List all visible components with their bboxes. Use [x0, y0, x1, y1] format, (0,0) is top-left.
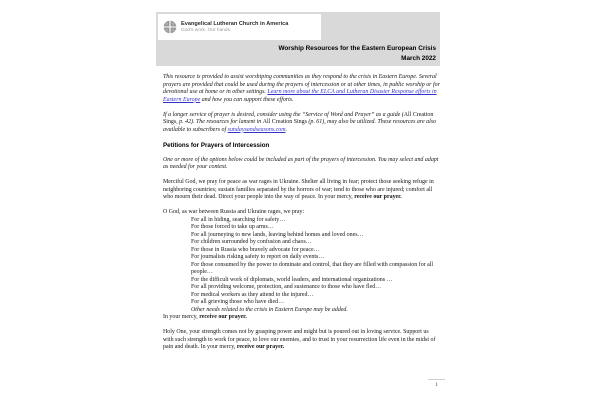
petition-line: For all providing welcome, protection, and sustenance to those who have fled… — [191, 284, 382, 290]
petitions-heading: Petitions for Prayers of Intercession — [163, 141, 270, 149]
petition-line: For those forced to take up arms… — [191, 224, 274, 230]
elca-logo-icon — [163, 20, 177, 34]
petition-line: For all in hiding, searching for safety… — [191, 216, 286, 223]
document-body — [163, 74, 440, 359]
intro-paragraph — [163, 74, 440, 104]
holy-one-response: receive our prayer. — [236, 344, 285, 350]
petition-line: For all grieving those who have died… — [191, 299, 285, 305]
org-tagline: God’s work. Our hands. — [181, 28, 232, 33]
all-creation-sings-title-2: All Creation Sings — [262, 119, 307, 125]
service-text-3: (p. 61), may also be utilized. These resources are also available to subscribers of — [163, 119, 437, 133]
document-title-line2: March 2022 — [401, 54, 436, 62]
document-title — [278, 44, 436, 63]
petition-line: For medical workers as they attend to the injured… — [191, 291, 314, 298]
service-text-2: , p. 42). The resources for lament in — [176, 119, 263, 125]
petition-line: For journalists risking safety to report on daily events… — [191, 254, 325, 260]
o-god-response: receive our prayer. — [199, 314, 247, 320]
merciful-god-response: receive our prayer. — [354, 194, 402, 200]
petition-line: For children surrounded by confusion and chaos… — [191, 239, 312, 245]
holy-one-text: Holy One, your strength comes not by grasping power and might but is poured out in loving service. Support us with such strength to work for peace, to love our enemies, and to trust in your resurrection life even in the midst of pain and death. In your mercy, — [163, 329, 436, 350]
o-god-prayer — [163, 209, 440, 322]
petition-line: For all journeying to new lands, leaving behind homes and loved ones… — [191, 231, 364, 238]
intro-text-pre: This resource is provided to assist worshiping communities as they respond to the crisis in Eastern Europe. Several prayers are provided that could be used during the prayers of intercession or at other times, in public worship or for devotional use at home or in other settings. — [163, 74, 440, 95]
petition-line: For the difficult work of diplomats, world leaders, and international organizations … — [191, 276, 393, 283]
holy-one-prayer — [163, 329, 440, 352]
merciful-god-text: Merciful God, we pray for peace as war rages in Ukraine. Shelter all living in fear; protect those seeking refuge in neighboring countries; sustain families separated by the horrors of war; tend to those who are injured; comfort all who mourn their dead. Direct your people into the way of peace. In your mercy, — [163, 179, 434, 200]
petition-line: For those in Russia who bravely advocate for peace… — [191, 246, 320, 253]
o-god-intro-line: O God, as war between Russia and Ukraine rages, we pray: — [163, 209, 305, 215]
usage-note-paragraph: One or more of the options below could be included as part of the prayers of intercession. You may select and adapt as needed for your context. — [163, 156, 439, 170]
elca-logo-block — [158, 14, 321, 40]
merciful-god-prayer — [163, 179, 440, 202]
header-banner — [156, 12, 440, 66]
intro-text-post: and how you can support these efforts. — [200, 96, 294, 103]
page-number: 1 — [428, 379, 445, 388]
longer-service-paragraph — [163, 112, 440, 135]
o-god-closing-line — [163, 314, 440, 322]
disaster-response-link[interactable]: Learn more about the ELCA and Lutheran Disaster Response efforts in Eastern Europe — [163, 89, 437, 103]
petition-line: For those consumed by the power to dominate and control, that they are filled with compassion for all people… — [191, 261, 434, 275]
o-god-closing-text: In your mercy, — [163, 314, 200, 320]
all-creation-sings-title-1: All Creation Sings — [163, 111, 434, 125]
org-name: Evangelical Lutheran Church in America — [181, 20, 289, 27]
service-text-4: . — [285, 126, 288, 133]
other-needs-note: Other needs related to the crisis in Eastern Europe may be added. — [191, 306, 348, 313]
document-title-line1: Worship Resources for the Eastern European Crisis — [278, 45, 436, 52]
sundays-and-seasons-link[interactable]: sundaysandseasons.com — [227, 126, 286, 133]
service-text-1: If a longer service of prayer is desired, consider using the “Service of Word and Prayer” as a guide ( — [163, 111, 404, 118]
org-identity — [181, 21, 288, 34]
